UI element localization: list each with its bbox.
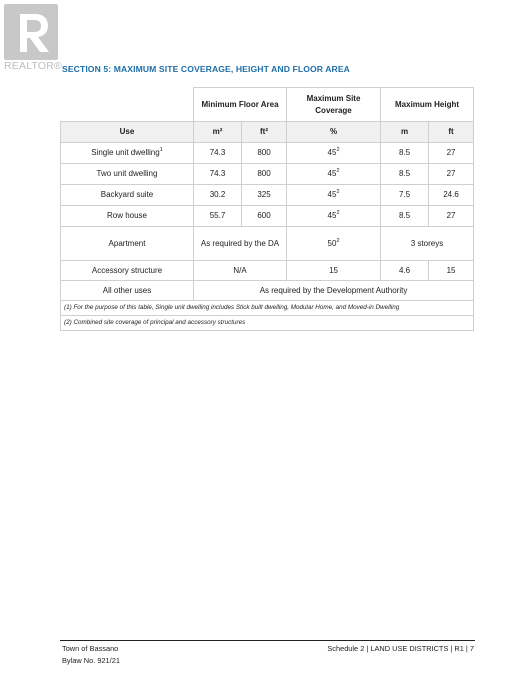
height-m-cell: 4.6 bbox=[381, 261, 429, 281]
footnote-marker: 2 bbox=[336, 210, 340, 216]
height-ft-cell: 27 bbox=[429, 164, 474, 185]
min-floor-area-header: Minimum Floor Area bbox=[194, 88, 287, 122]
coverage-height-floor-area-table bbox=[60, 87, 474, 331]
height-ft-cell: 24.6 bbox=[429, 185, 474, 206]
other-uses-value-cell: As required by the Development Authority bbox=[194, 281, 474, 301]
coverage-cell bbox=[287, 164, 381, 185]
blank-header-cell bbox=[61, 88, 194, 122]
footnote-marker: 2 bbox=[336, 237, 340, 244]
footnote-2: (2) Combined site coverage of principal and accessory structures bbox=[61, 316, 474, 331]
footnote-marker: 2 bbox=[336, 147, 340, 153]
height-m-cell: 8.5 bbox=[381, 164, 429, 185]
use-cell: All other uses bbox=[61, 281, 194, 301]
coverage-cell bbox=[287, 185, 381, 206]
coverage-value: 50 bbox=[327, 238, 337, 248]
max-height-header: Maximum Height bbox=[381, 88, 474, 122]
realtor-watermark-text: REALTOR® bbox=[4, 60, 62, 72]
col-header-ft: ft bbox=[429, 122, 474, 143]
table-row bbox=[61, 281, 474, 301]
ft2-cell: 800 bbox=[242, 143, 287, 164]
m2-cell: 74.3 bbox=[194, 143, 242, 164]
height-ft-cell: 27 bbox=[429, 206, 474, 227]
section-title: SECTION 5: MAXIMUM SITE COVERAGE, HEIGHT AND FLOOR AREA bbox=[62, 64, 350, 74]
use-cell bbox=[61, 143, 194, 164]
floor-area-cell: As required by the DA bbox=[194, 227, 287, 261]
use-label: Single unit dwelling bbox=[91, 148, 160, 157]
group-header-row bbox=[61, 88, 474, 122]
table-note-row bbox=[61, 316, 474, 331]
coverage-value: 45 bbox=[327, 211, 337, 220]
coverage-cell bbox=[287, 227, 381, 261]
table-row bbox=[61, 143, 474, 164]
table-row bbox=[61, 261, 474, 281]
use-cell: Accessory structure bbox=[61, 261, 194, 281]
table-row bbox=[61, 227, 474, 261]
col-header-m: m bbox=[381, 122, 429, 143]
footnote-1: (1) For the purpose of this table, Single unit dwelling includes Stick built dwelling, Modular Home, and Moved-in Dwelling bbox=[61, 301, 474, 316]
floor-area-cell: N/A bbox=[194, 261, 287, 281]
height-m-cell: 8.5 bbox=[381, 143, 429, 164]
col-header-ft2: ft² bbox=[242, 122, 287, 143]
use-cell: Row house bbox=[61, 206, 194, 227]
table-row bbox=[61, 206, 474, 227]
ft2-cell: 800 bbox=[242, 164, 287, 185]
col-header-percent: % bbox=[287, 122, 381, 143]
footer-schedule-page: Schedule 2 | LAND USE DISTRICTS | R1 | 7 bbox=[327, 644, 474, 653]
footnote-marker: 2 bbox=[336, 168, 340, 174]
coverage-cell bbox=[287, 206, 381, 227]
m2-cell: 55.7 bbox=[194, 206, 242, 227]
coverage-cell bbox=[287, 143, 381, 164]
height-ft-cell: 15 bbox=[429, 261, 474, 281]
coverage-cell: 15 bbox=[287, 261, 381, 281]
col-header-use: Use bbox=[61, 122, 194, 143]
coverage-value: 45 bbox=[327, 190, 337, 199]
m2-cell: 74.3 bbox=[194, 164, 242, 185]
footer-town-name: Town of Bassano bbox=[62, 644, 119, 653]
coverage-value: 45 bbox=[327, 169, 337, 178]
table-row bbox=[61, 185, 474, 206]
use-cell: Two unit dwelling bbox=[61, 164, 194, 185]
column-header-row bbox=[61, 122, 474, 143]
ft2-cell: 325 bbox=[242, 185, 287, 206]
realtor-watermark bbox=[0, 0, 62, 75]
footer-divider bbox=[60, 640, 475, 641]
footnote-marker: 1 bbox=[159, 147, 163, 153]
footnote-marker: 2 bbox=[336, 189, 340, 195]
height-m-cell: 7.5 bbox=[381, 185, 429, 206]
use-cell: Backyard suite bbox=[61, 185, 194, 206]
ft2-cell: 600 bbox=[242, 206, 287, 227]
max-site-coverage-header: Maximum Site Coverage bbox=[287, 88, 381, 122]
use-cell: Apartment bbox=[61, 227, 194, 261]
table-note-row bbox=[61, 301, 474, 316]
height-m-cell: 8.5 bbox=[381, 206, 429, 227]
footer-bylaw-number: Bylaw No. 921/21 bbox=[62, 656, 120, 665]
table-row bbox=[61, 164, 474, 185]
height-ft-cell: 27 bbox=[429, 143, 474, 164]
m2-cell: 30.2 bbox=[194, 185, 242, 206]
coverage-value: 45 bbox=[327, 148, 337, 157]
realtor-r-logo-icon bbox=[4, 4, 58, 60]
height-cell: 3 storeys bbox=[381, 227, 474, 261]
col-header-m2: m² bbox=[194, 122, 242, 143]
